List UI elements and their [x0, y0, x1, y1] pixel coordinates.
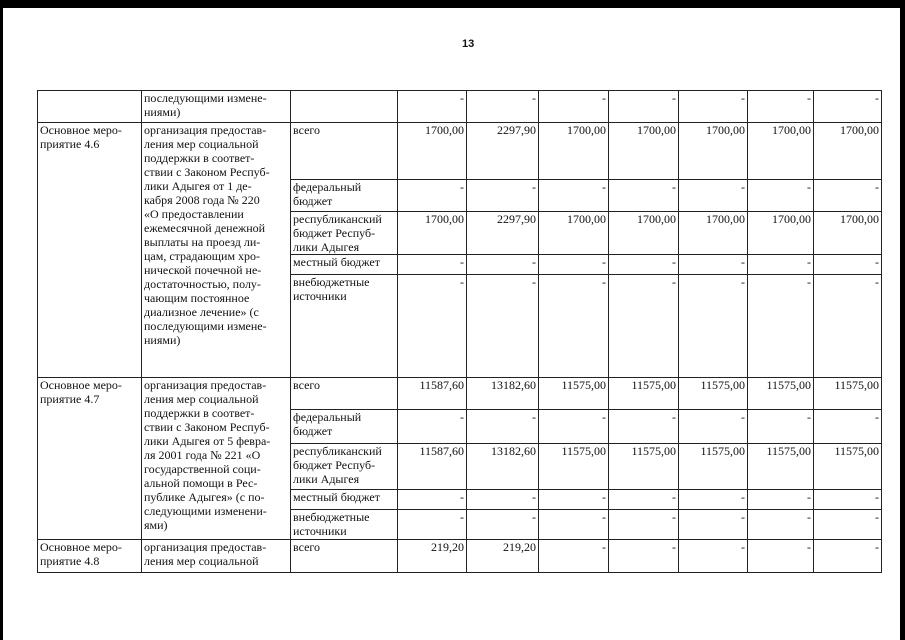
value-cell: - [609, 91, 679, 123]
value-cell: 13182,60 [467, 444, 539, 490]
value-cell: - [679, 490, 748, 510]
funding-source-cell [291, 510, 398, 540]
value-cell: - [398, 275, 467, 378]
text-line: всего [293, 540, 321, 554]
text-line: последующими измене- [144, 91, 267, 105]
text-line: кабря 2008 года № 220 [144, 193, 260, 207]
text-line: республиканский [293, 444, 382, 458]
text-line: государственной соци- [144, 462, 261, 476]
value-cell: 1700,00 [748, 123, 814, 180]
measure-name-cell [38, 123, 142, 378]
text-line: лики Адыгея от 1 де- [144, 179, 252, 193]
funding-source-cell [291, 255, 398, 275]
value-cell: 11575,00 [748, 444, 814, 490]
value-cell: - [539, 410, 609, 444]
value-cell: 11575,00 [679, 444, 748, 490]
value-cell: - [814, 540, 882, 573]
measure-name-cell [38, 378, 142, 540]
value-cell: - [539, 510, 609, 540]
text-line: Основное меро- [40, 378, 122, 392]
value-cell: - [679, 540, 748, 573]
budget-table [37, 90, 882, 573]
funding-source-cell [291, 123, 398, 180]
funding-source-cell [291, 540, 398, 573]
value-cell: - [467, 255, 539, 275]
value-cell: - [398, 180, 467, 212]
value-cell: - [609, 180, 679, 212]
text-line: альной помощи в Рес- [144, 476, 258, 490]
funding-source-cell [291, 444, 398, 490]
value-cell: - [748, 540, 814, 573]
table-row [38, 123, 882, 180]
value-cell: - [748, 490, 814, 510]
text-line: ствии с Законом Респуб- [144, 420, 270, 434]
value-cell: 1700,00 [539, 123, 609, 180]
text-line: приятие 4.7 [40, 392, 100, 406]
value-cell: 11575,00 [679, 378, 748, 410]
value-cell: - [814, 255, 882, 275]
value-cell: 13182,60 [467, 378, 539, 410]
value-cell: - [814, 180, 882, 212]
measure-description-cell [142, 91, 291, 123]
text-line: внебюджетные [293, 510, 370, 524]
text-line: организация предостав- [144, 378, 267, 392]
value-cell: 11587,60 [398, 444, 467, 490]
value-cell: - [609, 510, 679, 540]
value-cell: 1700,00 [679, 123, 748, 180]
text-line: достаточностью, полу- [144, 277, 261, 291]
value-cell: 11575,00 [609, 444, 679, 490]
value-cell: - [467, 510, 539, 540]
measure-name-cell [38, 540, 142, 573]
text-line: внебюджетные [293, 275, 370, 289]
value-cell: - [609, 410, 679, 444]
value-cell: - [814, 490, 882, 510]
measure-description-cell [142, 540, 291, 573]
scan-border-left [0, 0, 3, 640]
text-line: ежемесячной денежной [144, 221, 266, 235]
text-line: последующими измене- [144, 319, 267, 333]
text-line: лики Адыгея от 5 февра- [144, 434, 271, 448]
value-cell: - [748, 255, 814, 275]
value-cell: 11575,00 [748, 378, 814, 410]
text-line: нической почечной не- [144, 263, 262, 277]
text-line: следующими изменени- [144, 504, 267, 518]
text-line: бюджет Респуб- [293, 458, 376, 472]
funding-source-cell [291, 275, 398, 378]
value-cell: - [398, 91, 467, 123]
value-cell: 1700,00 [814, 123, 882, 180]
value-cell: - [748, 510, 814, 540]
value-cell: 2297,90 [467, 123, 539, 180]
value-cell: 2297,90 [467, 212, 539, 255]
text-line: бюджет Респуб- [293, 226, 376, 240]
text-line: лики Адыгея [293, 472, 360, 486]
text-line: организация предостав- [144, 540, 267, 554]
scan-border-right [900, 0, 905, 640]
value-cell: - [539, 180, 609, 212]
text-line: бюджет [293, 424, 333, 438]
value-cell: 219,20 [467, 540, 539, 573]
text-line: публике Адыгея» (с по- [144, 490, 265, 504]
funding-source-cell [291, 410, 398, 444]
text-line: цам, страдающим хро- [144, 249, 261, 263]
value-cell: - [748, 91, 814, 123]
text-line: местный бюджет [293, 255, 380, 269]
text-line: диализное лечение» (с [144, 305, 259, 319]
text-line: «О предоставлении [144, 207, 244, 221]
value-cell: - [398, 510, 467, 540]
value-cell: 11575,00 [609, 378, 679, 410]
value-cell: 1700,00 [748, 212, 814, 255]
value-cell: - [679, 255, 748, 275]
funding-source-cell [291, 212, 398, 255]
text-line: приятие 4.8 [40, 554, 100, 568]
text-line: республиканский [293, 212, 382, 226]
value-cell: 11575,00 [814, 444, 882, 490]
value-cell: 1700,00 [398, 212, 467, 255]
table-row [38, 91, 882, 123]
value-cell: - [814, 510, 882, 540]
value-cell: - [679, 410, 748, 444]
value-cell: - [467, 490, 539, 510]
value-cell: - [748, 410, 814, 444]
funding-source-cell [291, 378, 398, 410]
text-line: приятие 4.6 [40, 137, 100, 151]
value-cell: - [679, 510, 748, 540]
text-line: Основное меро- [40, 540, 122, 554]
value-cell: - [467, 91, 539, 123]
funding-source-cell [291, 91, 398, 123]
value-cell: - [609, 490, 679, 510]
text-line: Основное меро- [40, 123, 122, 137]
value-cell: 1700,00 [539, 212, 609, 255]
text-line: всего [293, 123, 321, 137]
funding-source-cell [291, 490, 398, 510]
value-cell: - [539, 91, 609, 123]
value-cell: - [814, 91, 882, 123]
value-cell: - [398, 490, 467, 510]
text-line: ления мер социальной [144, 554, 259, 568]
table-row [38, 540, 882, 573]
page-number: 13 [462, 38, 475, 50]
value-cell: - [679, 275, 748, 378]
funding-source-cell [291, 180, 398, 212]
text-line: поддержки в соответ- [144, 406, 255, 420]
value-cell: 219,20 [398, 540, 467, 573]
text-line: ления мер социальной [144, 392, 259, 406]
value-cell: - [609, 255, 679, 275]
value-cell: - [814, 275, 882, 378]
text-line: бюджет [293, 194, 333, 208]
table-row [38, 378, 882, 410]
value-cell: - [679, 180, 748, 212]
value-cell: - [539, 490, 609, 510]
measure-description-cell [142, 123, 291, 378]
value-cell: - [539, 255, 609, 275]
value-cell: 1700,00 [814, 212, 882, 255]
text-line: организация предостав- [144, 123, 267, 137]
text-line: чающим постоянное [144, 291, 250, 305]
text-line: источники [293, 289, 347, 303]
value-cell: - [609, 540, 679, 573]
text-line: федеральный [293, 180, 362, 194]
value-cell: - [814, 410, 882, 444]
value-cell: - [539, 540, 609, 573]
value-cell: 1700,00 [609, 123, 679, 180]
value-cell: - [467, 180, 539, 212]
value-cell: - [748, 180, 814, 212]
value-cell: - [467, 410, 539, 444]
text-line: поддержки в соответ- [144, 151, 255, 165]
text-line: источники [293, 524, 347, 538]
value-cell: - [539, 275, 609, 378]
value-cell: 11575,00 [539, 444, 609, 490]
text-line: ниями) [144, 105, 181, 119]
scan-border-top [0, 0, 905, 8]
value-cell: - [398, 410, 467, 444]
value-cell: 11587,60 [398, 378, 467, 410]
measure-description-cell [142, 378, 291, 540]
value-cell: 11575,00 [814, 378, 882, 410]
value-cell: - [609, 275, 679, 378]
text-line: ления мер социальной [144, 137, 259, 151]
text-line: выплаты на проезд ли- [144, 235, 261, 249]
value-cell: - [679, 91, 748, 123]
value-cell: 1700,00 [398, 123, 467, 180]
value-cell: 1700,00 [679, 212, 748, 255]
value-cell: - [748, 275, 814, 378]
text-line: ля 2001 года № 221 «О [144, 448, 261, 462]
text-line: всего [293, 378, 321, 392]
text-line: ями) [144, 518, 168, 532]
text-line: федеральный [293, 410, 362, 424]
text-line: лики Адыгея [293, 240, 360, 254]
text-line: ниями) [144, 333, 181, 347]
value-cell: - [467, 275, 539, 378]
text-line: ствии с Законом Респуб- [144, 165, 270, 179]
value-cell: - [398, 255, 467, 275]
measure-name-cell [38, 91, 142, 123]
value-cell: 1700,00 [609, 212, 679, 255]
text-line: местный бюджет [293, 490, 380, 504]
value-cell: 11575,00 [539, 378, 609, 410]
